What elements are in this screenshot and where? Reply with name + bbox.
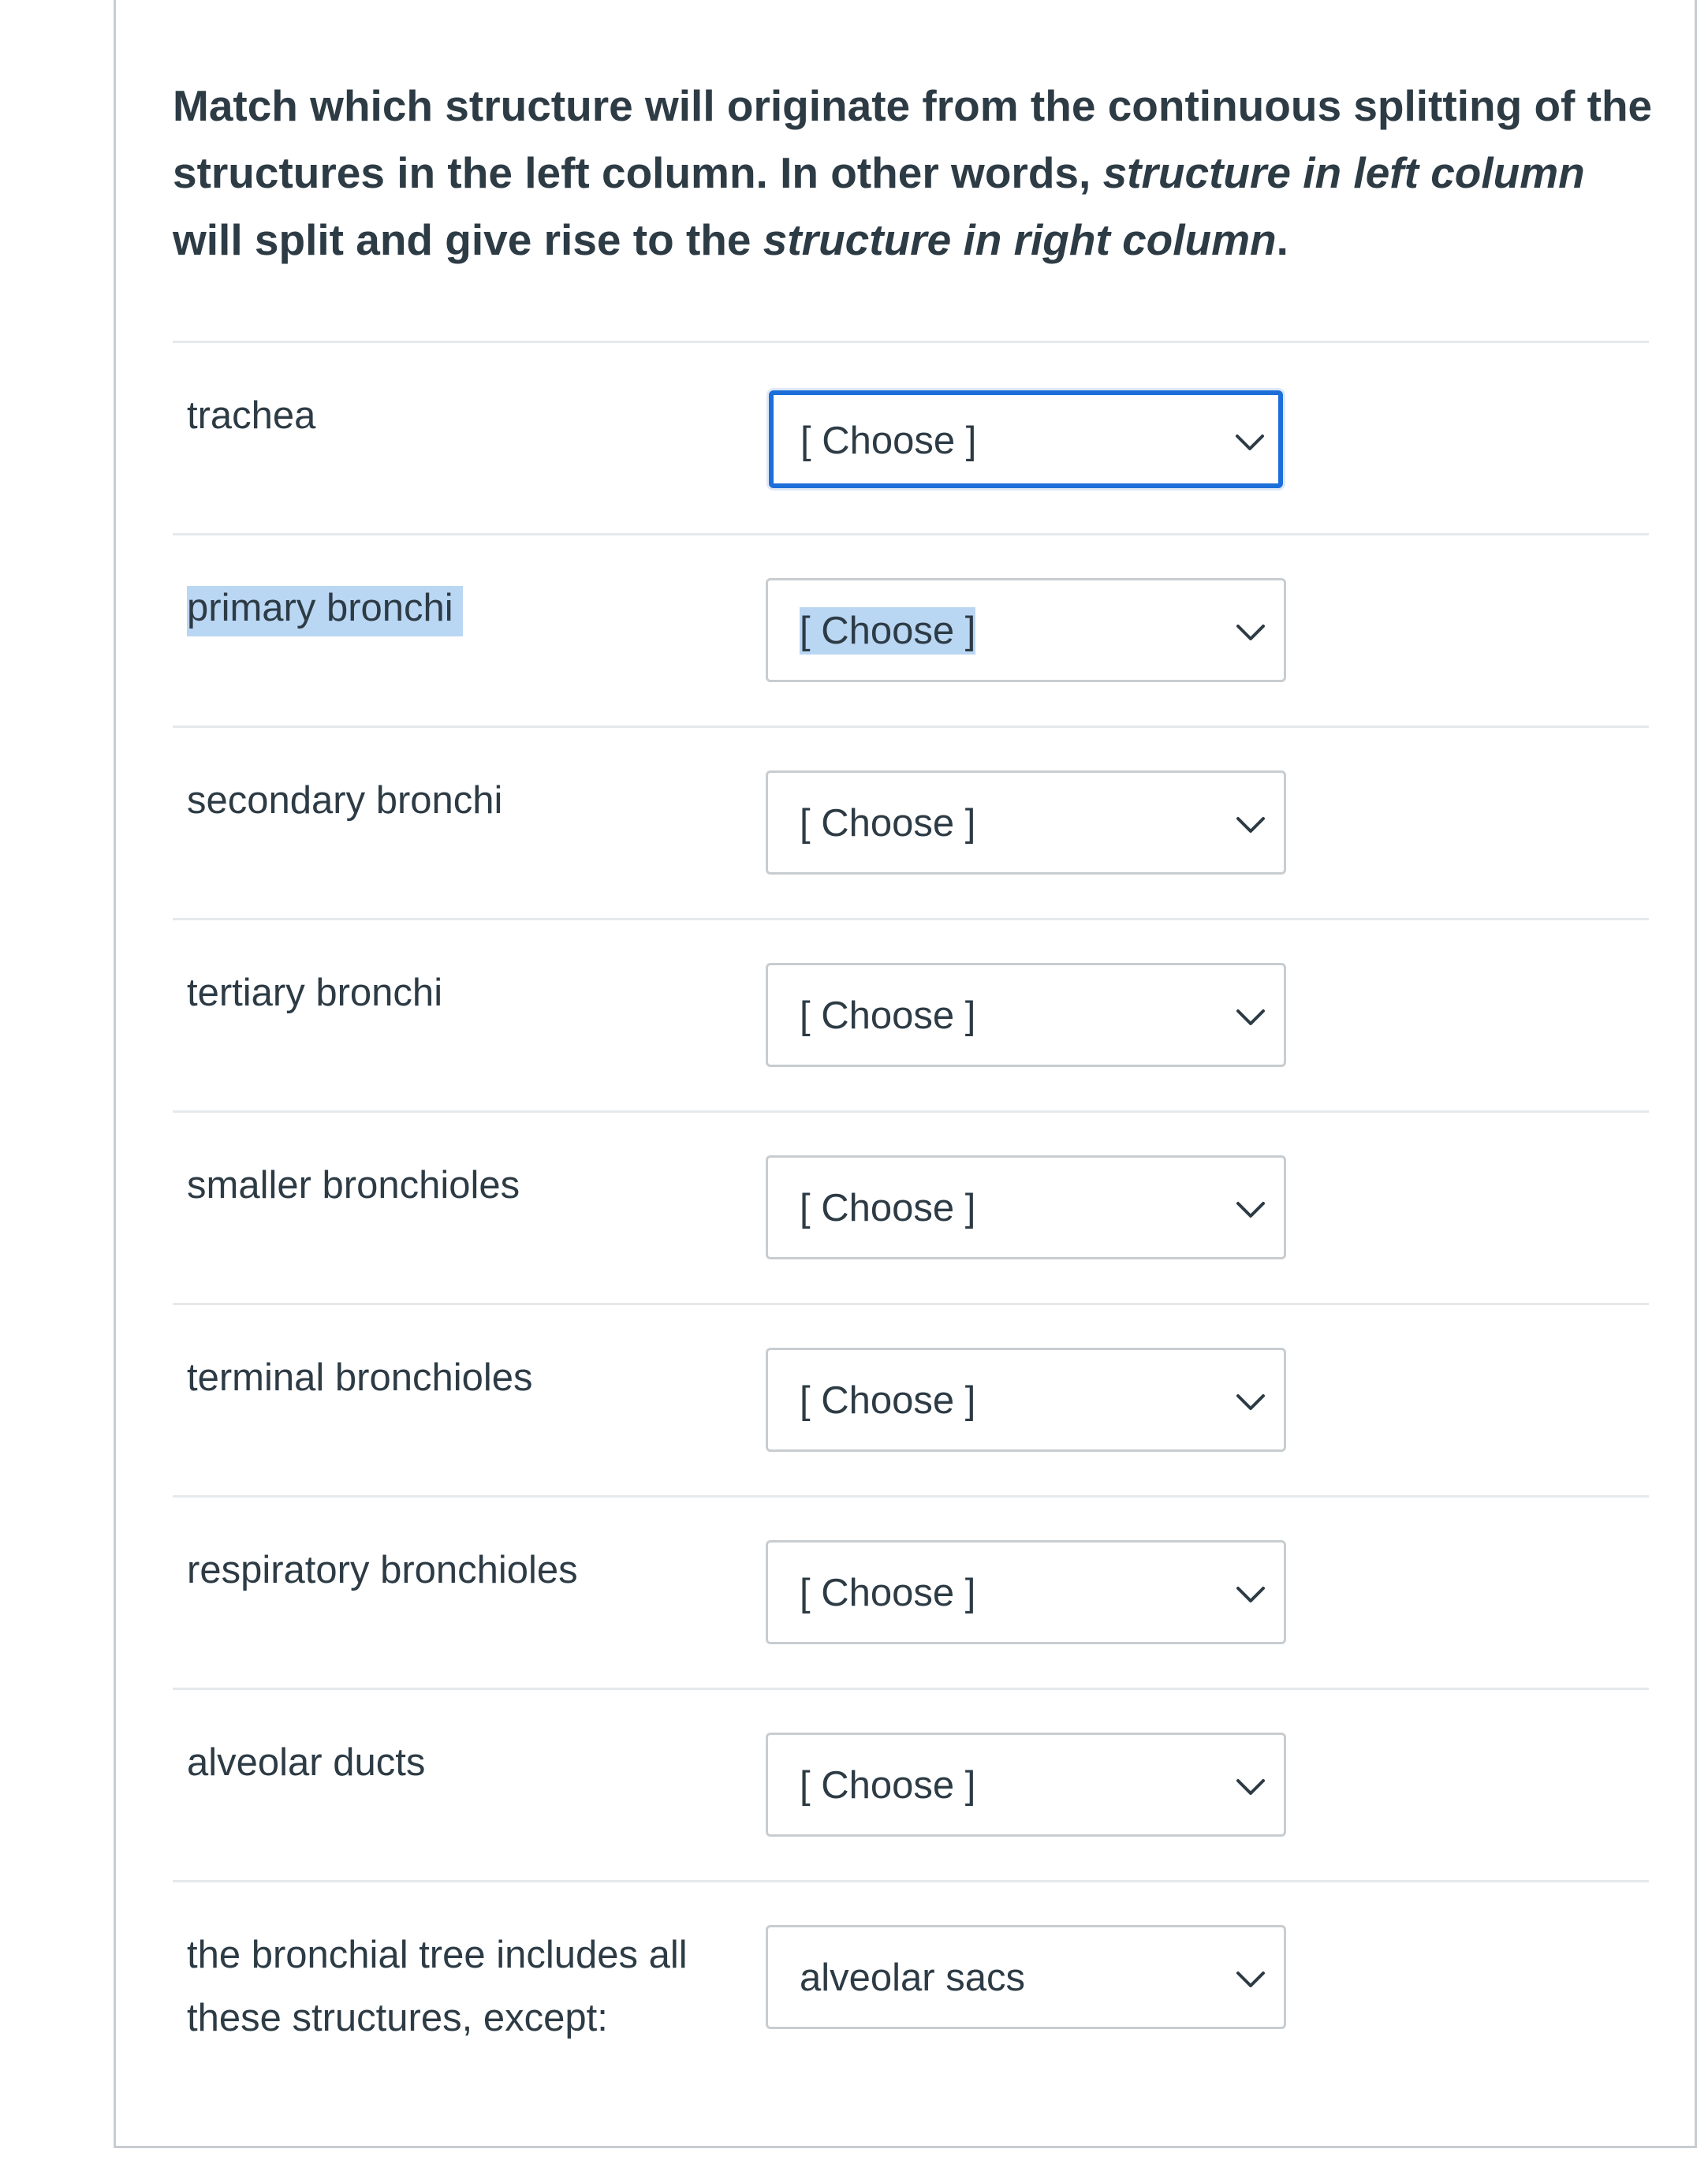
- select-value: [ Choose ]: [800, 994, 976, 1037]
- answer-select[interactable]: [766, 1540, 1286, 1644]
- question-text-part1: Match which structure will originate from the continuous splitting of the structures in the left column. In other words,: [173, 81, 1653, 197]
- matching-row: [173, 726, 1649, 918]
- select-value: [ Choose ]: [800, 420, 977, 462]
- row-label: tertiary bronchi: [187, 972, 443, 1014]
- answer-select[interactable]: [766, 1925, 1286, 2029]
- question-text-emphasis-right: structure in right column: [763, 215, 1277, 264]
- select-value: [ Choose ]: [800, 1187, 976, 1229]
- row-label: smaller bronchioles: [187, 1164, 520, 1207]
- chevron-down-icon: [1233, 1385, 1268, 1419]
- answer-select[interactable]: [766, 1348, 1286, 1452]
- matching-row: [173, 918, 1649, 1110]
- answer-select[interactable]: [766, 770, 1286, 875]
- row-label: trachea: [187, 394, 316, 437]
- answer-select[interactable]: [766, 1733, 1286, 1837]
- chevron-down-icon: [1233, 1962, 1268, 1997]
- matching-row: [173, 341, 1649, 533]
- row-label: primary bronchi: [187, 586, 463, 636]
- answer-select[interactable]: [766, 1155, 1286, 1259]
- select-value: [ Choose ]: [800, 802, 976, 845]
- chevron-down-icon: [1233, 1192, 1268, 1227]
- select-value: [ Choose ]: [800, 1764, 976, 1807]
- row-label: respiratory bronchioles: [187, 1549, 578, 1591]
- question-text-part2: will split and give rise to the: [173, 215, 763, 264]
- matching-row: [173, 1880, 1649, 2085]
- chevron-down-icon: [1233, 1000, 1268, 1035]
- answer-select[interactable]: [769, 390, 1283, 488]
- answer-select[interactable]: [766, 578, 1286, 682]
- question-text: [173, 73, 1655, 274]
- row-label: secondary bronchi: [187, 779, 503, 822]
- matching-row: [173, 1110, 1649, 1303]
- row-label: the bronchial tree includes all these structures, except:: [187, 1934, 688, 2039]
- chevron-down-icon: [1233, 1577, 1268, 1612]
- matching-rows: [173, 341, 1649, 2085]
- matching-row: [173, 1495, 1649, 1688]
- question-panel: [114, 0, 1697, 2148]
- question-text-emphasis-left: structure in left column: [1102, 148, 1585, 197]
- row-label: terminal bronchioles: [187, 1356, 533, 1399]
- question-text-part3: .: [1276, 215, 1288, 264]
- row-label: alveolar ducts: [187, 1741, 426, 1784]
- chevron-down-icon: [1233, 808, 1268, 842]
- select-value: [ Choose ]: [800, 1572, 976, 1614]
- select-value: [ Choose ]: [800, 607, 975, 655]
- select-value: [ Choose ]: [800, 1379, 976, 1422]
- chevron-down-icon: [1233, 425, 1267, 460]
- select-value: alveolar sacs: [800, 1957, 1025, 1999]
- matching-row: [173, 533, 1649, 726]
- matching-row: [173, 1688, 1649, 1880]
- matching-row: [173, 1303, 1649, 1495]
- chevron-down-icon: [1233, 615, 1268, 650]
- answer-select[interactable]: [766, 963, 1286, 1067]
- chevron-down-icon: [1233, 1770, 1268, 1804]
